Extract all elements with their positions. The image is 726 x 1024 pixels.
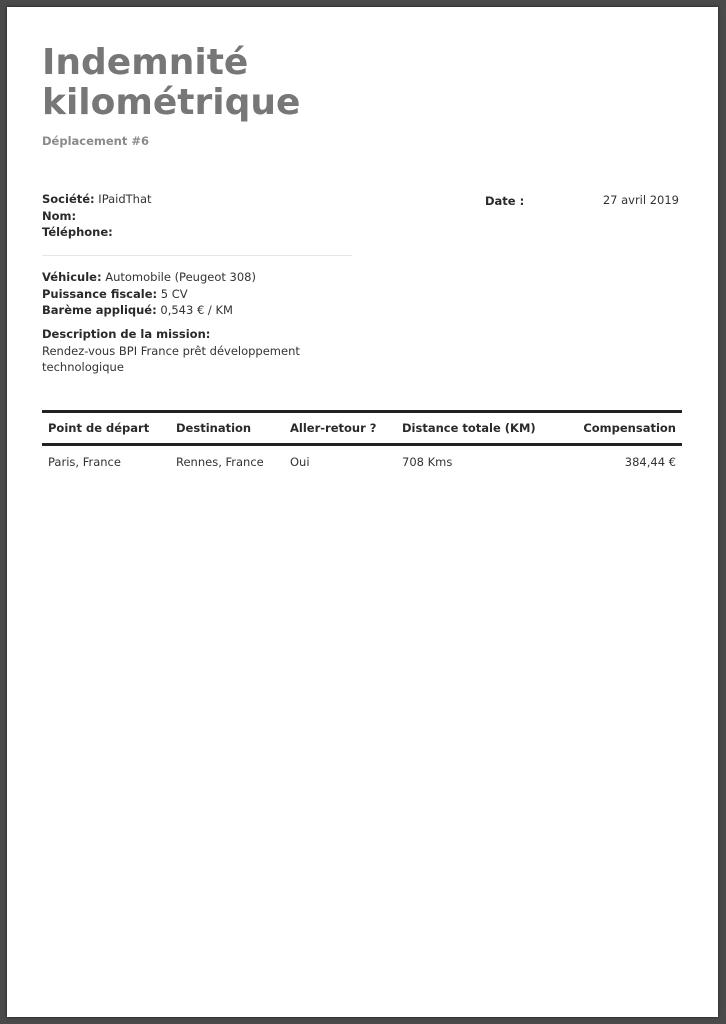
puissance-value: 5 CV: [160, 286, 188, 301]
bareme-value: 0,543 € / KM: [160, 303, 233, 317]
vehicule-label: Véhicule:: [42, 270, 102, 284]
cell-point-de-depart: Paris, France: [48, 455, 121, 469]
mission-info: [42, 326, 342, 376]
nom-row: [42, 208, 152, 225]
col-compensation: Compensation: [558, 412, 682, 445]
mission-description: Rendez-vous BPI France prêt développement technologique: [42, 343, 300, 374]
cell-destination: Rennes, France: [176, 455, 264, 469]
trips-table-header: [42, 412, 682, 445]
col-distance-totale: Distance totale (KM): [396, 412, 558, 445]
document-subtitle: Déplacement #6: [42, 134, 150, 148]
societe-label: Société:: [42, 192, 95, 206]
document-page: [7, 7, 718, 1017]
societe-value: IPaidThat: [98, 192, 152, 206]
date-value: 27 avril 2019: [602, 193, 679, 207]
col-destination: Destination: [170, 412, 284, 445]
cell-aller-retour: Oui: [290, 455, 310, 469]
societe-row: [42, 191, 152, 208]
telephone-row: [42, 224, 152, 241]
vehicle-info: [42, 269, 256, 319]
cell-distance-totale: 708 Kms: [402, 455, 453, 469]
date-label: Date :: [485, 194, 525, 208]
vehicule-value: Automobile (Peugeot 308): [105, 270, 256, 284]
mission-label-row: [42, 326, 342, 343]
document-title: Indemnité kilométrique: [42, 42, 301, 123]
vehicule-row: [42, 269, 256, 286]
table-row: [42, 445, 682, 476]
col-aller-retour: Aller-retour ?: [284, 412, 396, 445]
trips-table-body: [42, 445, 682, 476]
puissance-label: Puissance fiscale:: [42, 286, 158, 301]
header-row: [42, 412, 682, 445]
mission-label: Description de la mission:: [42, 327, 211, 341]
company-info: [42, 191, 152, 241]
bareme-label: Barème appliqué:: [42, 303, 157, 317]
cell-compensation: 384,44 €: [624, 455, 676, 469]
section-divider: [42, 255, 352, 256]
trips-table: [42, 410, 682, 475]
col-point-de-depart: Point de départ: [42, 412, 170, 445]
nom-label: Nom:: [42, 208, 77, 223]
puissance-row: [42, 286, 256, 303]
bareme-row: [42, 302, 256, 319]
telephone-label: Téléphone:: [42, 225, 113, 239]
